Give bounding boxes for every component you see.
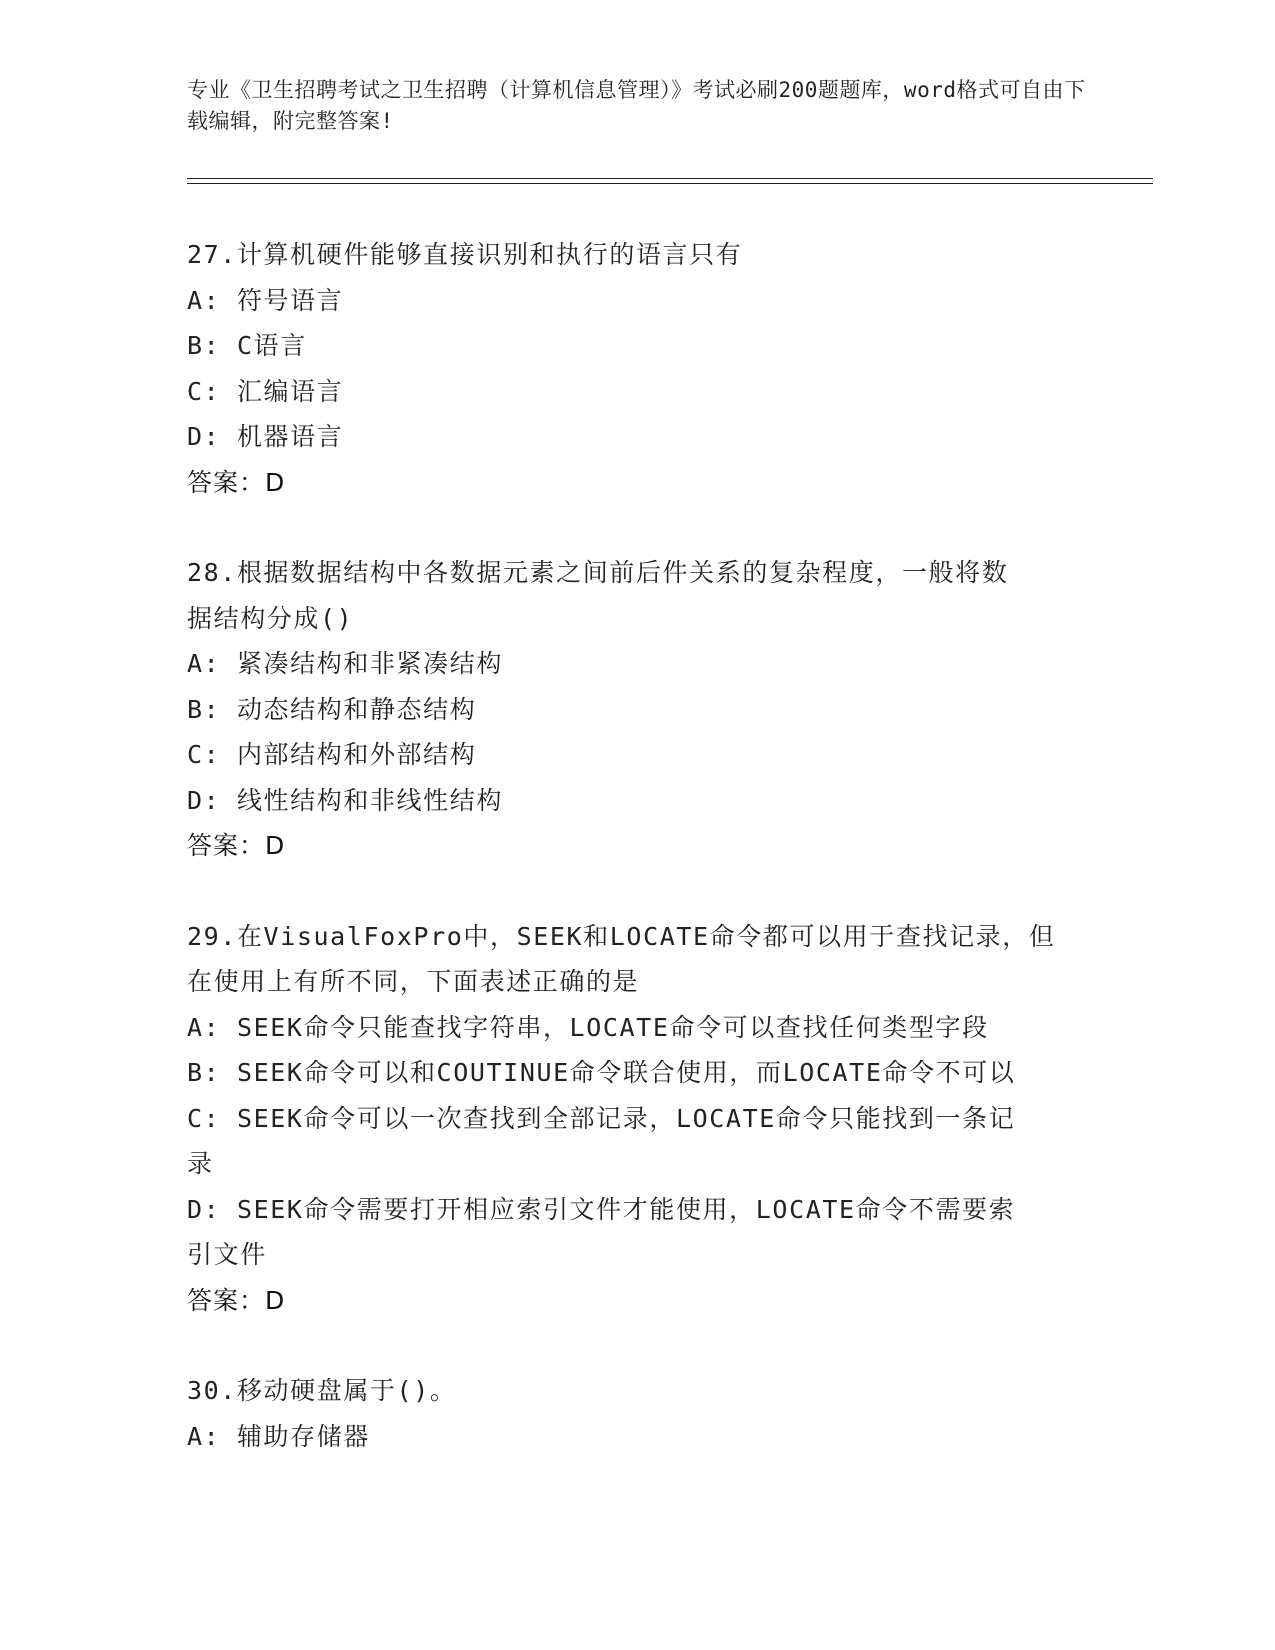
option-a: A: 紧凑结构和非紧凑结构	[187, 649, 503, 678]
option-d-line-2: 引文件	[187, 1240, 267, 1269]
intro-text: 专业《卫生招聘考试之卫生招聘（计算机信息管理）》考试必刷200题题库，word格式可自由下载编辑，附完整答案!	[187, 78, 1086, 133]
option-c: C: 汇编语言	[187, 376, 344, 406]
option-a: A: 符号语言	[187, 285, 344, 315]
option-d: D: 线性结构和非线性结构	[187, 785, 503, 815]
header-divider-bottom	[187, 183, 1153, 184]
option-c-line-2: 录	[187, 1149, 214, 1178]
option-d-line-1: D: SEEK命令需要打开相应索引文件才能使用，LOCATE命令不需要索	[187, 1194, 1016, 1224]
option-c-line-1: C: SEEK命令可以一次查找到全部记录，LOCATE命令只能找到一条记	[187, 1103, 1016, 1133]
question-stem: 30.移动硬盘属于()。	[187, 1376, 457, 1405]
option-b: B: SEEK命令可以和COUTINUE命令联合使用，而LOCATE命令不可以	[187, 1058, 1016, 1087]
question-stem-line-2: 据结构分成()	[187, 603, 354, 633]
question-stem-line-2: 在使用上有所不同，下面表述正确的是	[187, 967, 640, 996]
option-d: D: 机器语言	[187, 422, 344, 451]
answer-label: 答案：D	[187, 1285, 286, 1315]
answer-label: 答案：D	[187, 831, 286, 860]
question-29	[187, 914, 1087, 1324]
question-27	[187, 232, 1087, 505]
option-b: B: 动态结构和静态结构	[187, 694, 477, 724]
option-a: A: 辅助存储器	[187, 1421, 370, 1451]
question-stem-line-1: 28.根据数据结构中各数据元素之间前后件关系的复杂程度，一般将数	[187, 558, 1009, 587]
question-list	[187, 232, 1087, 1504]
option-c: C: 内部结构和外部结构	[187, 740, 477, 769]
header-divider-top	[187, 178, 1153, 179]
answer-label: 答案：D	[187, 467, 286, 497]
option-a: A: SEEK命令只能查找字符串，LOCATE命令可以查找任何类型字段	[187, 1012, 989, 1042]
question-stem-line-1: 29.在VisualFoxPro中，SEEK和LOCATE命令都可以用于查找记录，但	[187, 921, 1056, 951]
question-30	[187, 1368, 1087, 1459]
question-stem: 27.计算机硬件能够直接识别和执行的语言只有	[187, 240, 743, 269]
question-28	[187, 550, 1087, 869]
option-b: B: C语言	[187, 331, 307, 360]
